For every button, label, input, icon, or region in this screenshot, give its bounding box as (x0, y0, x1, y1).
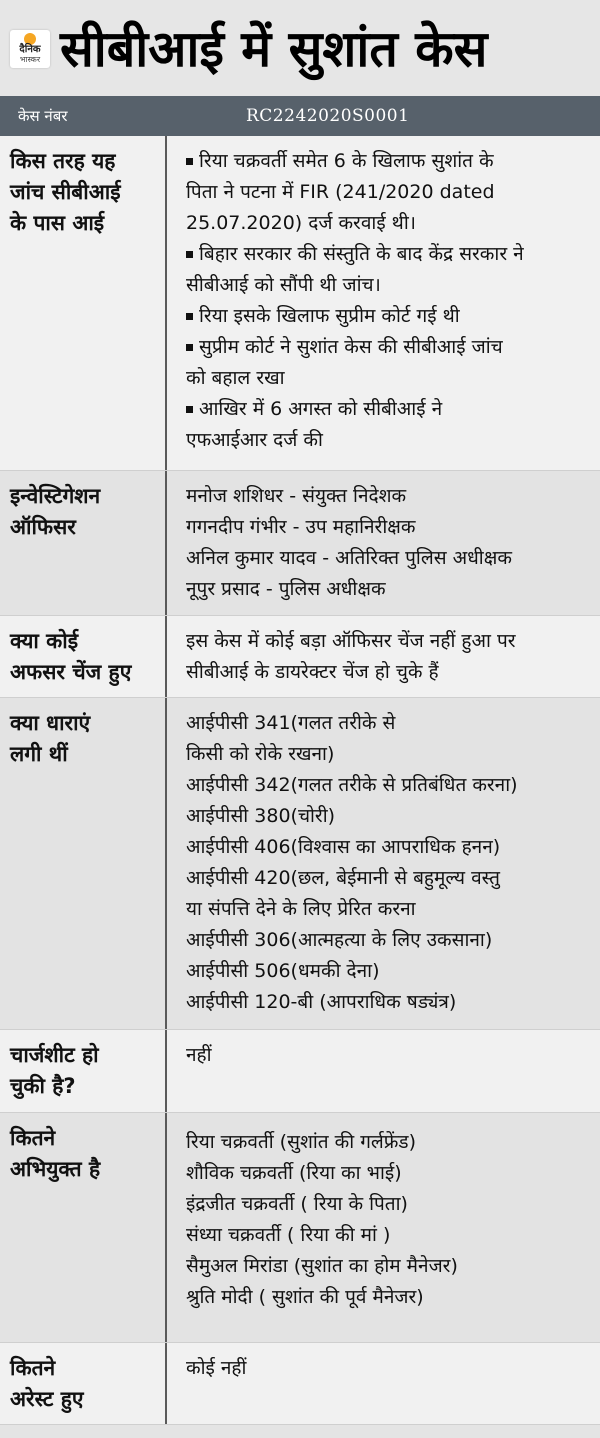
answer-line: आईपीसी 506(धमकी देना) (186, 960, 380, 982)
question-line: जांच सीबीआई (10, 180, 121, 204)
dainik-bhaskar-logo (10, 30, 50, 68)
row-question (10, 1040, 160, 1102)
row-answer (186, 146, 590, 456)
answer-line: इस केस में कोई बड़ा ऑफिसर चेंज नहीं हुआ पर (186, 630, 516, 652)
answer-line: इंद्रजीत चक्रवर्ती ( रिया के पिता) (186, 1193, 408, 1215)
row-question (10, 708, 160, 770)
question-line: अफसर चेंज हुए (10, 660, 132, 684)
column-divider (165, 698, 167, 1029)
question-line: किस तरह यह (10, 149, 116, 173)
question-line: क्या धाराएं (10, 711, 91, 735)
answer-line: अनिल कुमार यादव - अतिरिक्त पुलिस अधीक्षक (186, 547, 512, 569)
row-answer (186, 1353, 590, 1384)
answer-line: आईपीसी 342(गलत तरीके से प्रतिबंधित करना) (186, 774, 518, 796)
answer-line: बिहार सरकार की संस्तुति के बाद केंद्र सरकार ने (186, 239, 590, 270)
answer-line: सुप्रीम कोर्ट ने सुशांत केस की सीबीआई जांच (186, 332, 590, 363)
answer-line: श्रुति मोदी ( सुशांत की पूर्व मैनेजर) (186, 1286, 424, 1308)
answer-line: पिता ने पटना में FIR (241/2020 dated (186, 181, 495, 203)
answer-line: रिया इसके खिलाफ सुप्रीम कोर्ट गई थी (186, 301, 590, 332)
row-answer (186, 626, 590, 688)
answer-line: कोई नहीं (186, 1357, 247, 1379)
question-line: क्या कोई (10, 629, 79, 653)
question-line: चुकी है? (10, 1074, 76, 1098)
row-question (10, 626, 160, 688)
answer-line: नहीं (186, 1044, 212, 1066)
answer-line: 25.07.2020) दर्ज करवाई थी। (186, 212, 416, 234)
answer-line: नूपुर प्रसाद - पुलिस अधीक्षक (186, 578, 386, 600)
case-number-value: RC2242020S0001 (246, 106, 410, 126)
header (0, 0, 600, 96)
answer-line: आईपीसी 380(चोरी) (186, 805, 336, 827)
logo-line1: दैनिक (19, 44, 41, 55)
answer-line: संध्या चक्रवर्ती ( रिया की मां ) (186, 1224, 391, 1246)
row-answer (186, 1040, 590, 1071)
answer-line: आईपीसी 120-बी (आपराधिक षड्यंत्र) (186, 991, 457, 1013)
row-ipc-sections (0, 698, 600, 1030)
column-divider (165, 1113, 167, 1342)
question-line: चार्जशीट हो (10, 1043, 99, 1067)
question-line: के पास आई (10, 211, 105, 235)
question-line: इन्वेस्टिगेशन (10, 484, 101, 508)
answer-line: आईपीसी 420(छल, बेईमानी से बहुमूल्य वस्तु (186, 867, 500, 889)
row-chargesheet (0, 1030, 600, 1113)
question-line: अभियुक्त है (10, 1157, 101, 1181)
column-divider (165, 471, 167, 615)
answer-line: एफआईआर दर्ज की (186, 429, 323, 451)
row-officer-change (0, 616, 600, 698)
answer-line: सीबीआई को सौंपी थी जांच। (186, 274, 381, 296)
question-line: कितने (10, 1356, 56, 1380)
answer-line: आखिर में 6 अगस्त को सीबीआई ने (186, 394, 590, 425)
question-line: कितने (10, 1126, 56, 1150)
answer-line: सैमुअल मिरांडा (सुशांत का होम मैनेजर) (186, 1255, 458, 1277)
row-arrests (0, 1343, 600, 1425)
row-question (10, 146, 160, 239)
row-accused (0, 1113, 600, 1343)
question-line: ऑफिसर (10, 515, 76, 539)
row-question (10, 1353, 160, 1415)
answer-line: रिया चक्रवर्ती समेत 6 के खिलाफ सुशांत के (186, 146, 590, 177)
answer-line: आईपीसी 341(गलत तरीके से (186, 712, 396, 734)
answer-line: गगनदीप गंभीर - उप महानिरीक्षक (186, 516, 416, 538)
row-answer (186, 708, 590, 1018)
case-number-bar (0, 96, 600, 136)
row-question (10, 1123, 160, 1185)
row-answer (186, 481, 590, 605)
column-divider (165, 1343, 167, 1424)
answer-line: को बहाल रखा (186, 367, 285, 389)
answer-line: शौविक चक्रवर्ती (रिया का भाई) (186, 1162, 402, 1184)
answer-line: किसी को रोके रखना) (186, 743, 335, 765)
row-investigation-officer (0, 471, 600, 616)
column-divider (165, 1030, 167, 1112)
answer-line: मनोज शशिधर - संयुक्त निदेशक (186, 485, 407, 507)
logo-line2: भास्कर (19, 55, 41, 64)
page-title: सीबीआई में सुशांत केस (60, 20, 488, 78)
question-line: अरेस्ट हुए (10, 1387, 84, 1411)
answer-line: आईपीसी 306(आत्महत्या के लिए उकसाना) (186, 929, 493, 951)
row-answer (186, 1127, 590, 1313)
question-line: लगी थीं (10, 742, 68, 766)
row-question (10, 481, 160, 543)
column-divider (165, 136, 167, 470)
answer-line: रिया चक्रवर्ती (सुशांत की गर्लफ्रेंड) (186, 1131, 417, 1153)
answer-line: सीबीआई के डायरेक्टर चेंज हो चुके हैं (186, 661, 439, 683)
case-number-label: केस नंबर (18, 107, 68, 125)
answer-line: आईपीसी 406(विश्वास का आपराधिक हनन) (186, 836, 501, 858)
column-divider (165, 616, 167, 697)
row-how-cbi-got-case (0, 136, 600, 471)
answer-line: या संपत्ति देने के लिए प्रेरित करना (186, 898, 416, 920)
